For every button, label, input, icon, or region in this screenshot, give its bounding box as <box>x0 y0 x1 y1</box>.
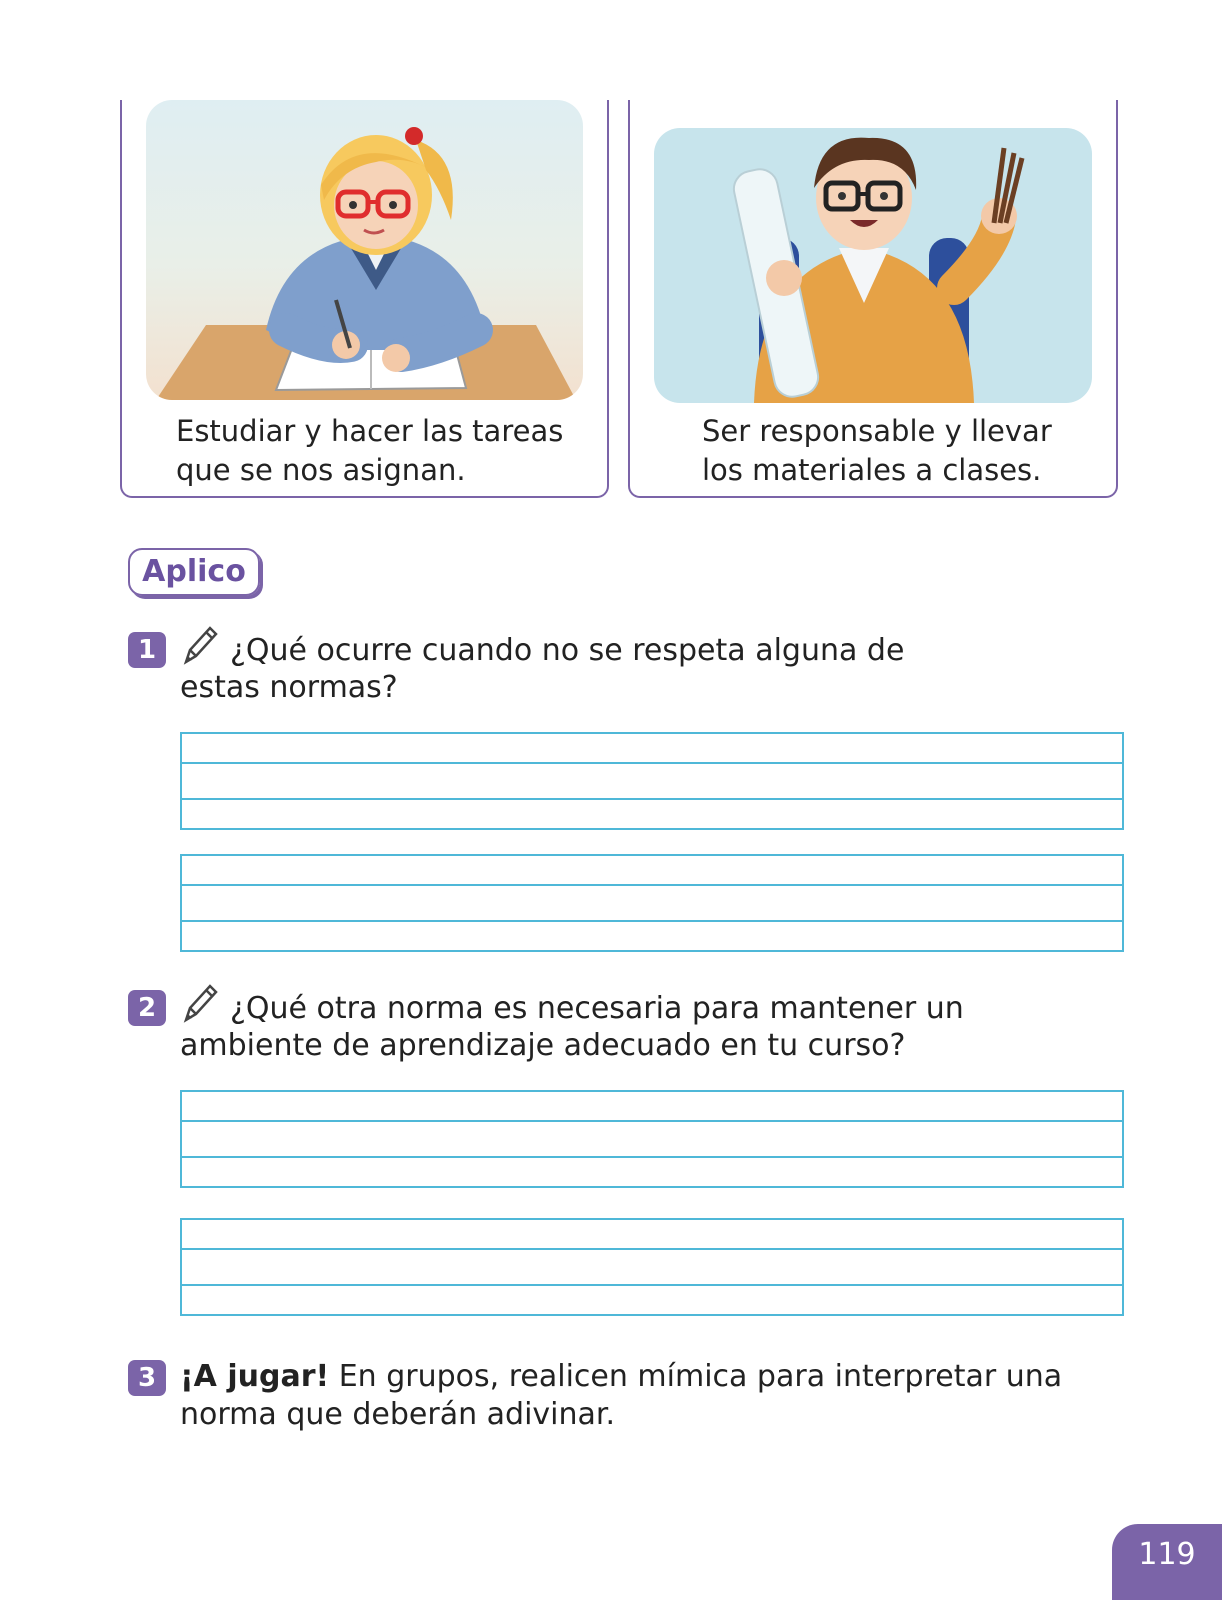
question-text-3: ¡A jugar! En grupos, realicen mímica para interpretar una norma que deberán adivinar. <box>180 1359 1063 1432</box>
girl-writing-illustration <box>146 100 583 400</box>
question-text-1: ¿Qué ocurre cuando no se respeta alguna de estas normas? <box>180 633 905 705</box>
question-text-2: ¿Qué otra norma es necesaria para mantener un ambiente de aprendizaje adecuado en tu curso? <box>180 991 964 1063</box>
section-label-aplico: Aplico <box>128 548 260 596</box>
answer-lines-box[interactable] <box>180 854 1124 952</box>
question-number-3: 3 <box>128 1360 166 1396</box>
illustration-card-study <box>120 100 609 498</box>
answer-lines-box[interactable] <box>180 732 1124 830</box>
card-caption: Ser responsable y llevar los materiales a clases. <box>702 414 1052 487</box>
illustration-card-responsible <box>628 100 1118 498</box>
card-caption: Estudiar y hacer las tareas que se nos asignan. <box>176 414 564 487</box>
page-number: 119 <box>1112 1524 1222 1600</box>
answer-lines-box[interactable] <box>180 1090 1124 1188</box>
boy-with-materials-illustration <box>654 128 1092 403</box>
question-bold-lead: ¡A jugar! <box>180 1359 330 1394</box>
answer-lines-box[interactable] <box>180 1218 1124 1316</box>
question-number-2: 2 <box>128 990 166 1026</box>
question-number-1: 1 <box>128 632 166 668</box>
